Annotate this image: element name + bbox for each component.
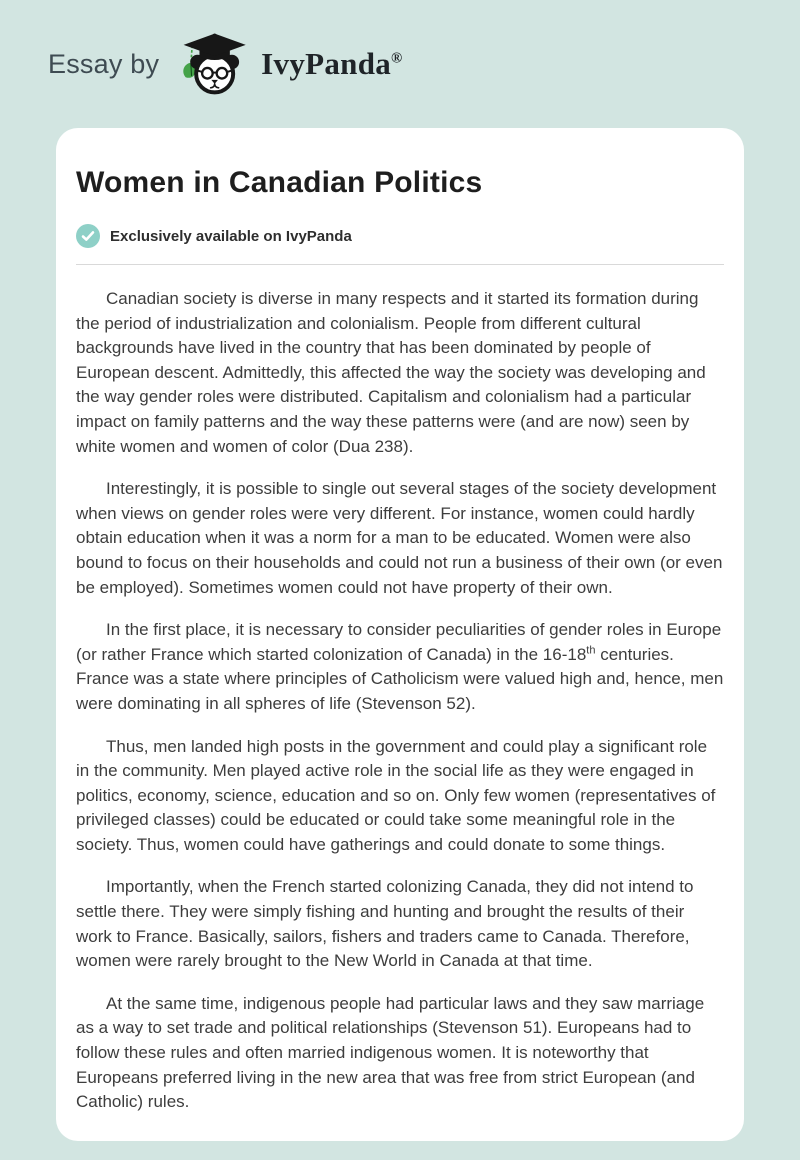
essay-title: Women in Canadian Politics	[76, 166, 483, 199]
essay-by-label: Essay by	[48, 48, 160, 79]
essay-paragraph: In the first place, it is necessary to consider peculiarities of gender roles in Europe (or rather France which started colonization of Canada) in the 16-18th centuries. France was a state where principles of Catholicism were valued high and, hence, men were dominating in all spheres of life (Stevenson 52).	[76, 620, 724, 713]
essay-card	[56, 128, 744, 1141]
essay-paragraph: Importantly, when the French started colonizing Canada, they did not intend to settle there. They were simply fishing and hunting and brought the results of their work to France. Basically, sailors, fishers and traders came to Canada. Therefore, women were rarely brought to the New World in Canada at that time.	[76, 877, 694, 971]
exclusive-note	[76, 224, 724, 248]
essay-paragraph: Canadian society is diverse in many respects and it started its formation during the period of industrialization and colonialism. People from different cultural backgrounds have lived in the country that has been dominated by people of European descent. Admittedly, this affected the way the society was developing and the way gender roles were distributed. Capitalism and colonialism had a particular impact on family patterns and the way these patterns were (and are now) seen by white women and women of color (Dua 238).	[76, 289, 706, 456]
essay-paragraph: At the same time, indigenous people had particular laws and they saw marriage as a way to set trade and political relationships (Stevenson 51). Europeans had to follow these rules and often married indigenous women. It is noteworthy that Europeans preferred living in the new area that was free from strict European (and Catholic) rules.	[76, 993, 705, 1112]
checkmark-icon	[76, 224, 100, 248]
panda-graduate-logo-icon	[177, 30, 251, 98]
exclusive-note-text: Exclusively available on IvyPanda	[110, 227, 352, 245]
brand-name-text: IvyPanda	[261, 46, 392, 81]
registered-mark: ®	[391, 50, 403, 67]
superscript-text: th	[586, 644, 596, 657]
brand-name	[261, 46, 402, 82]
essay-paragraph: Interestingly, it is possible to single out several stages of the society development when views on gender roles were very different. For instance, women could hardly obtain education when it was a norm for a man to be educated. Women were also bound to focus on their households and could not run a business of their own (or even be employed). Sometimes women could not have property of their own.	[76, 479, 723, 597]
essay-body	[76, 287, 724, 1115]
site-header	[0, 0, 800, 128]
essay-paragraph: Thus, men landed high posts in the government and could play a significant role in the community. Men played active role in the social life as they were engaged in politics, economy, science, education and so on. Only few women (representatives of privileged classes) could be educated or could take some meaningful role in the society. Thus, women could have gatherings and could donate to some things.	[76, 736, 716, 854]
divider	[76, 264, 724, 265]
